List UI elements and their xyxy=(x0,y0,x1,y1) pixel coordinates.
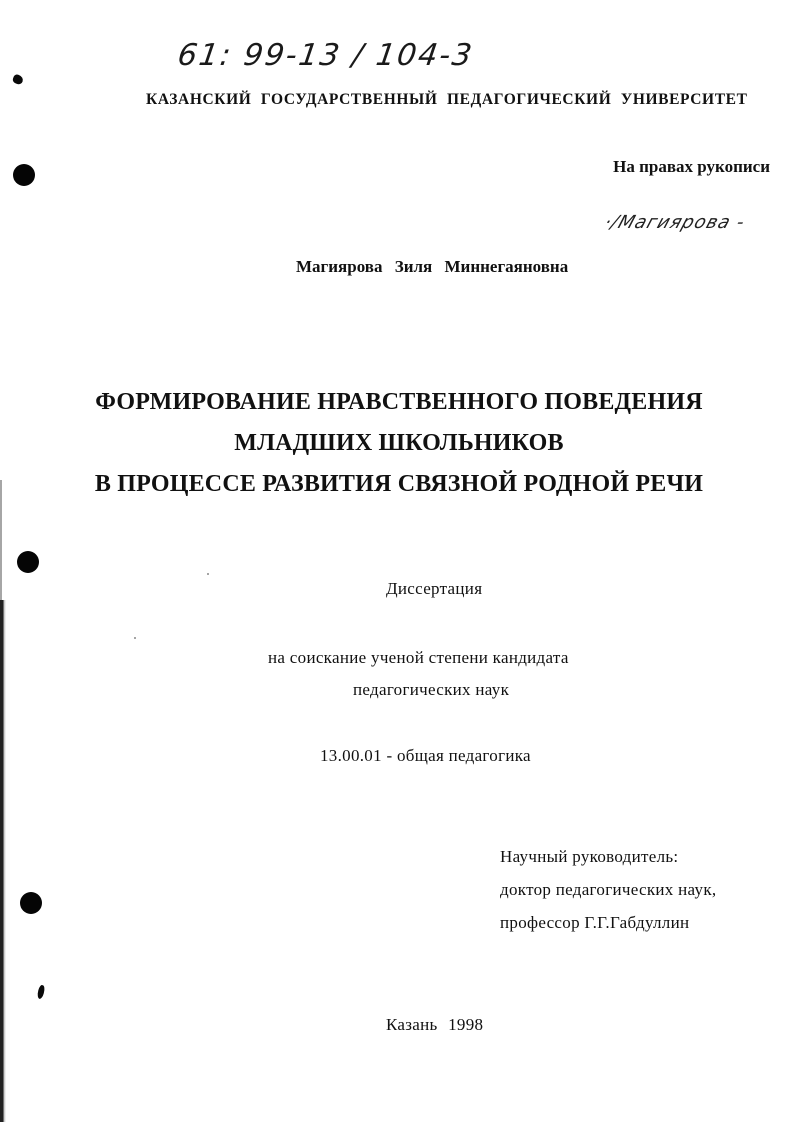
university-name: КАЗАНСКИЙ ГОСУДАРСТВЕННЫЙ ПЕДАГОГИЧЕСКИЙ УНИВЕРСИТЕТ xyxy=(146,91,748,108)
place-and-year: Казань 1998 xyxy=(386,1015,484,1034)
supervisor-label: Научный руководитель: xyxy=(500,847,679,866)
manuscript-rights-label: На правах рукописи xyxy=(613,157,770,176)
title-line-1: ФОРМИРОВАНИЕ НРАВСТВЕННОГО ПОВЕДЕНИЯ xyxy=(95,389,703,415)
author-signature: ·/Магиярова - xyxy=(601,212,749,233)
archive-code-handwritten: 61: 99-13 / 104-3 xyxy=(175,38,476,73)
work-type: Диссертация xyxy=(386,579,483,598)
author-name: Магиярова Зиля Миннегаяновна xyxy=(296,257,569,276)
supervisor-name: профессор Г.Г.Габдуллин xyxy=(500,913,690,932)
scan-speck xyxy=(207,573,209,575)
punch-hole-icon xyxy=(17,551,39,573)
ink-blot xyxy=(36,984,45,999)
punch-hole-icon xyxy=(20,892,42,914)
degree-line-2: педагогических наук xyxy=(353,680,510,699)
degree-line-1: на соискание ученой степени кандидата xyxy=(268,648,569,667)
punch-hole-icon xyxy=(13,164,35,186)
title-line-3: В ПРОЦЕССЕ РАЗВИТИЯ СВЯЗНОЙ РОДНОЙ РЕЧИ xyxy=(94,471,704,497)
title-line-2: МЛАДШИХ ШКОЛЬНИКОВ xyxy=(234,430,564,456)
supervisor-degree: доктор педагогических наук, xyxy=(500,880,717,899)
scan-edge-shadow xyxy=(0,600,6,1122)
scan-edge-shadow xyxy=(0,480,2,600)
specialty-code: 13.00.01 - общая педагогика xyxy=(320,746,531,765)
scan-speck xyxy=(134,637,136,639)
ink-blot xyxy=(12,74,24,86)
